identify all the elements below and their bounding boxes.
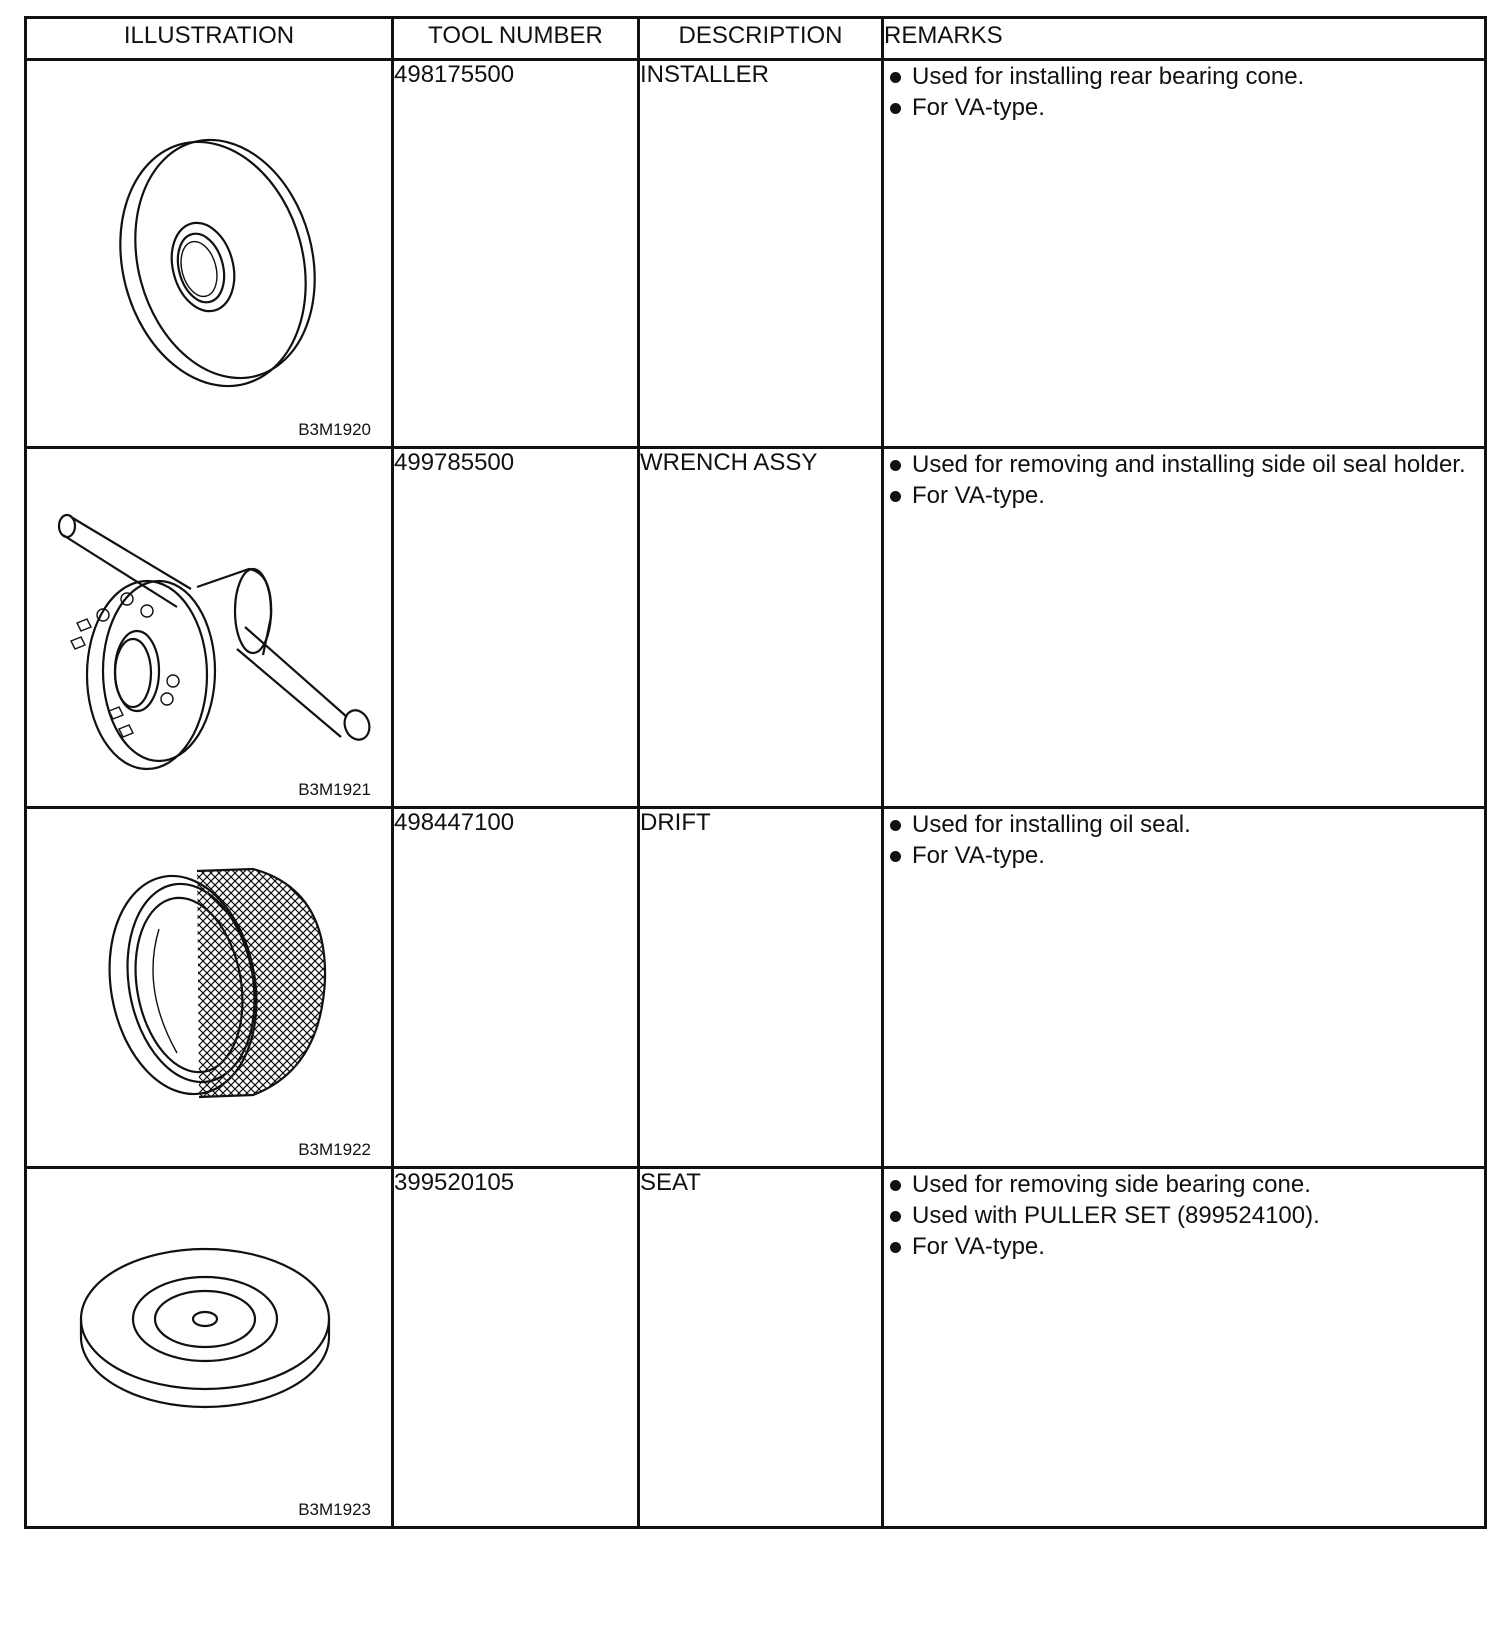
remark-item: For VA-type.: [884, 480, 1484, 511]
table-row: [26, 808, 1486, 1168]
illustration-cell: [26, 448, 393, 808]
seat-plate-icon: [27, 1169, 391, 1525]
tool-number-cell: 399520105: [393, 1168, 639, 1528]
tool-number-cell: 499785500: [393, 448, 639, 808]
remark-item: Used for removing and installing side oil seal holder.: [884, 449, 1484, 480]
remarks-cell: [883, 448, 1486, 808]
figure-code: B3M1921: [298, 780, 371, 799]
tool-number-cell: 498447100: [393, 808, 639, 1168]
illustration-cell: [26, 60, 393, 448]
description-cell: WRENCH ASSY: [639, 448, 883, 808]
remark-item: Used for removing side bearing cone.: [884, 1169, 1484, 1200]
header-remarks: REMARKS: [883, 18, 1486, 60]
illustration-cell: [26, 1168, 393, 1528]
figure-code: B3M1922: [298, 1140, 371, 1159]
description-cell: SEAT: [639, 1168, 883, 1528]
remark-item: For VA-type.: [884, 1231, 1484, 1262]
tool-number-cell: 498175500: [393, 60, 639, 448]
remarks-list: [884, 449, 1484, 511]
remark-item: Used for installing rear bearing cone.: [884, 61, 1484, 92]
table-header-row: [26, 18, 1486, 60]
table-row: [26, 448, 1486, 808]
remarks-cell: [883, 1168, 1486, 1528]
illustration-cell: [26, 808, 393, 1168]
description-cell: DRIFT: [639, 808, 883, 1168]
figure-code: B3M1923: [298, 1500, 371, 1519]
remarks-list: [884, 809, 1484, 871]
remark-item: For VA-type.: [884, 92, 1484, 123]
remark-item: For VA-type.: [884, 840, 1484, 871]
remarks-cell: [883, 60, 1486, 448]
remarks-cell: [883, 808, 1486, 1168]
table-row: [26, 1168, 1486, 1528]
knurled-drift-icon: [27, 809, 391, 1165]
remarks-list: [884, 1169, 1484, 1262]
header-tool-number: TOOL NUMBER: [393, 18, 639, 60]
remark-item: Used for installing oil seal.: [884, 809, 1484, 840]
remark-item: Used with PULLER SET (899524100).: [884, 1200, 1484, 1231]
special-tools-sheet: [24, 16, 1484, 1529]
installer-disc-icon: [27, 61, 391, 445]
header-description: DESCRIPTION: [639, 18, 883, 60]
special-tools-table: [24, 16, 1487, 1529]
remarks-list: [884, 61, 1484, 123]
table-row: [26, 60, 1486, 448]
wrench-assy-icon: [27, 449, 391, 805]
header-illustration: ILLUSTRATION: [26, 18, 393, 60]
description-cell: INSTALLER: [639, 60, 883, 448]
figure-code: B3M1920: [298, 420, 371, 439]
